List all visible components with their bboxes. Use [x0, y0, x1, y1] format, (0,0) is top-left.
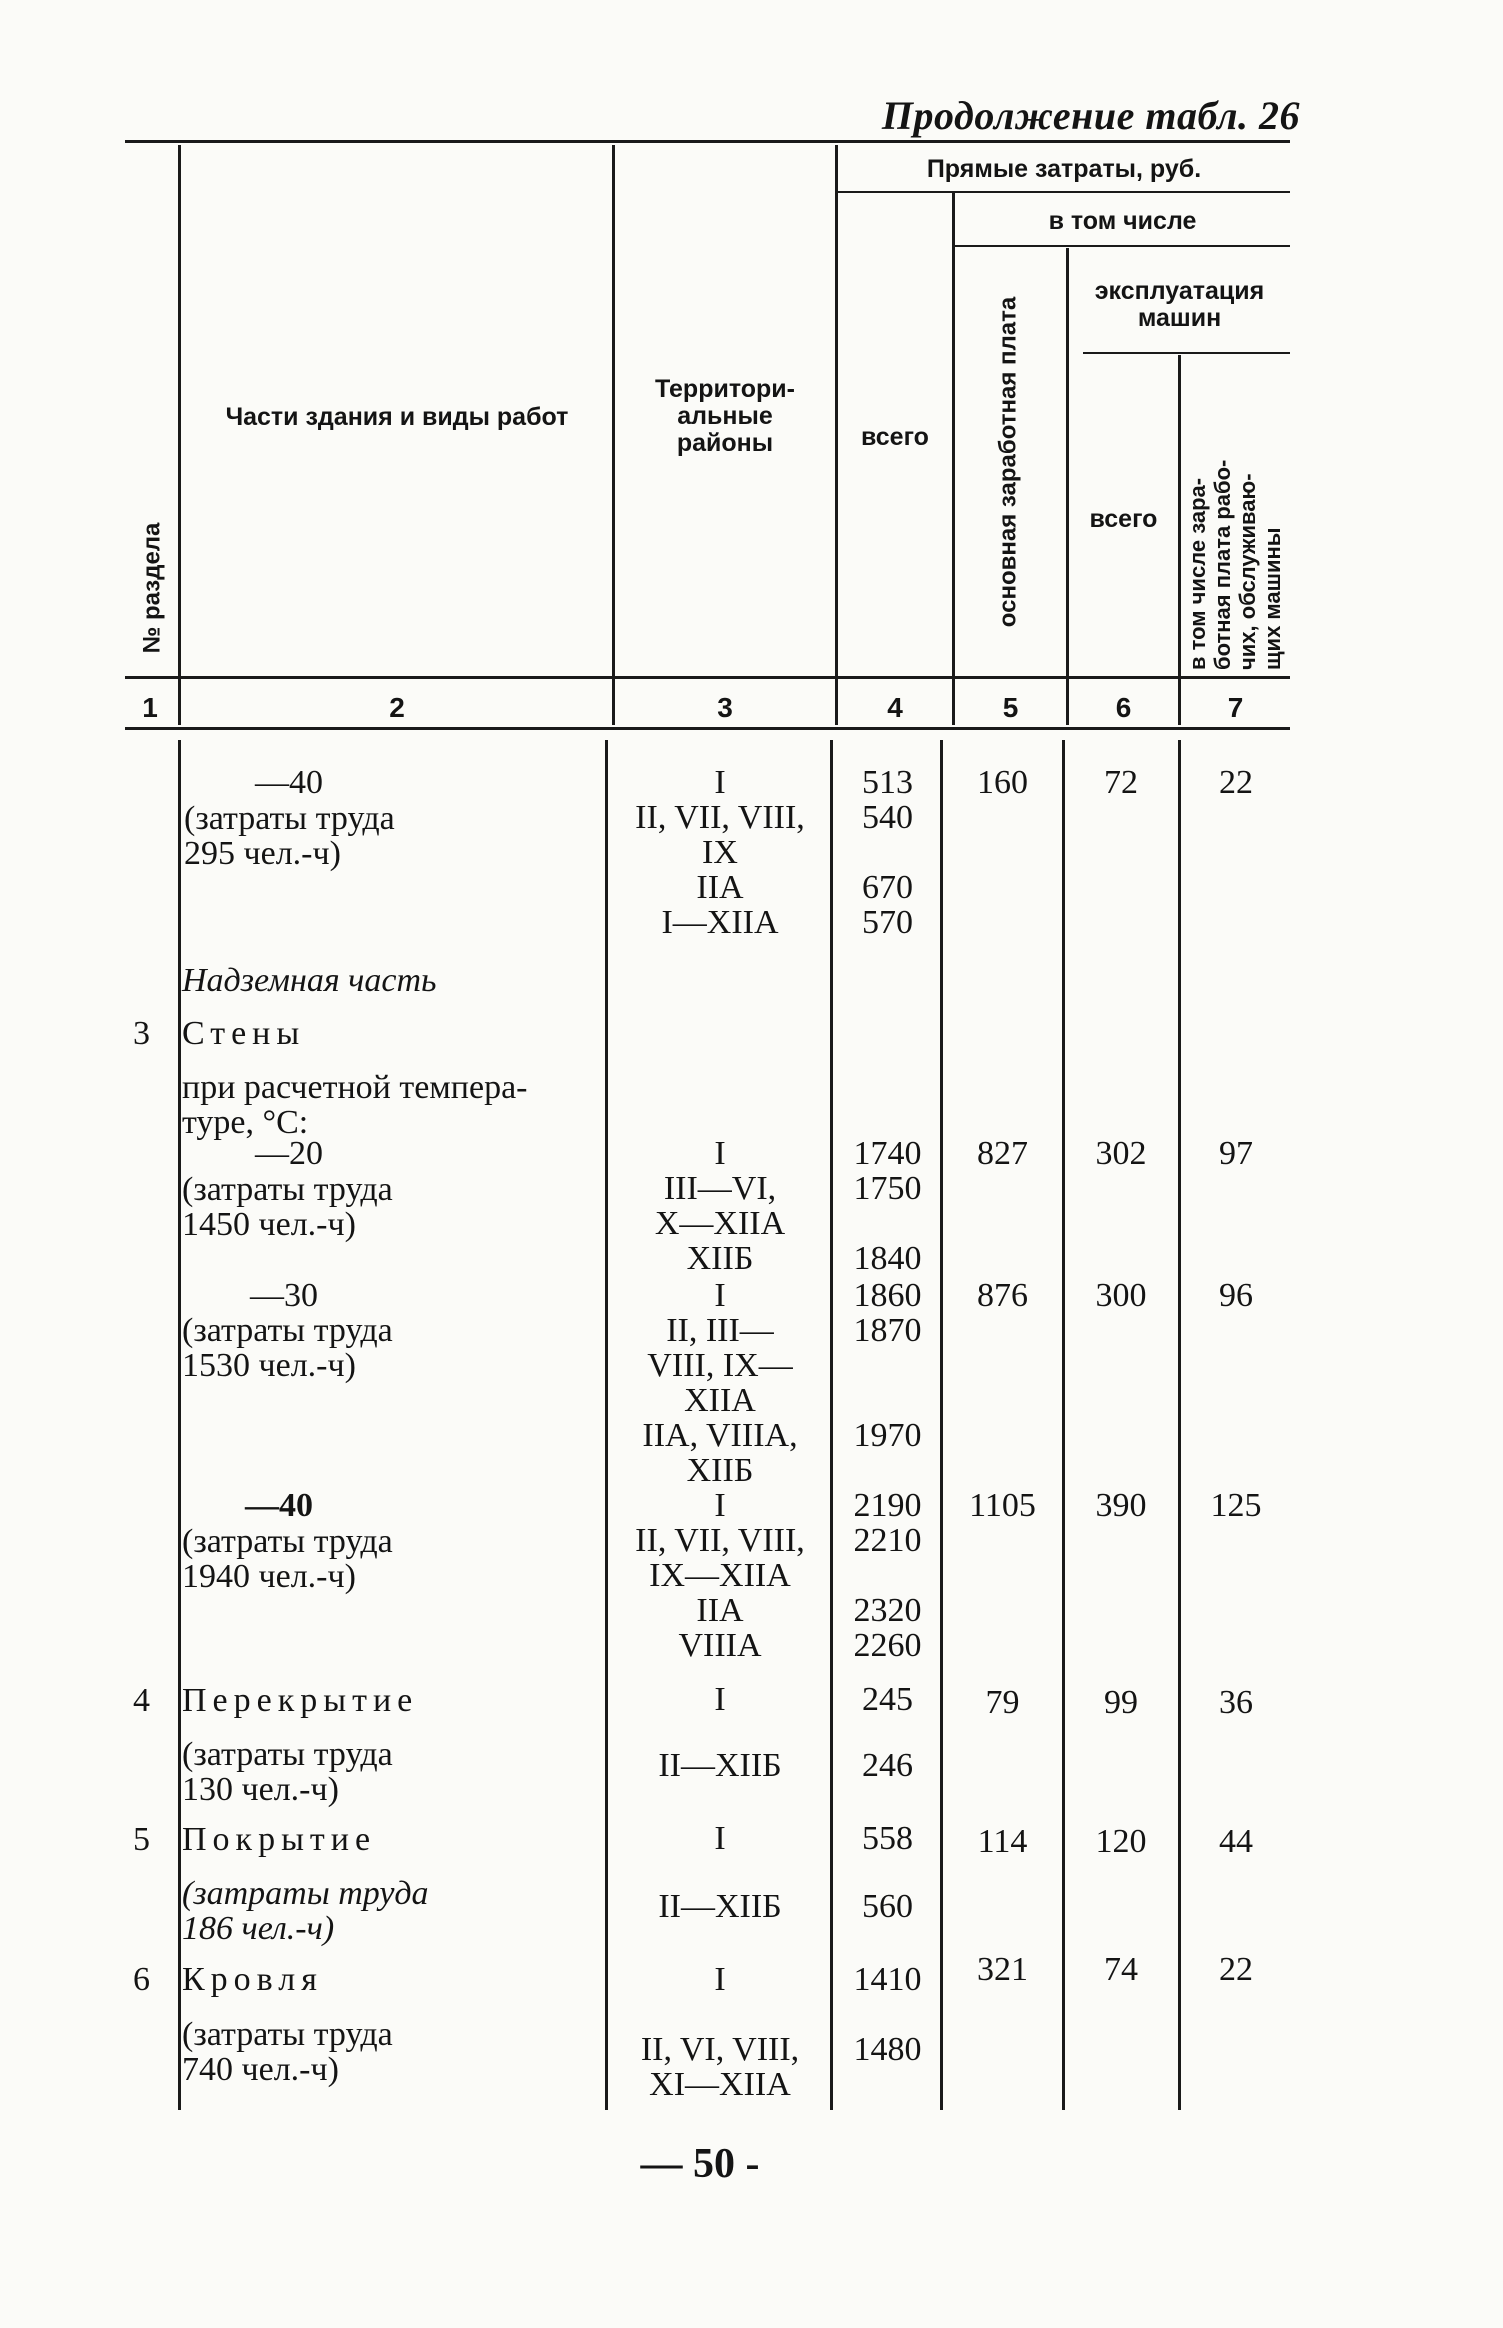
section-4-title: Перекрытие	[182, 1682, 419, 1719]
row4-work: —40	[245, 1487, 313, 1524]
body-vline-4	[940, 740, 943, 2110]
row2-totals: 1740 1750 1840	[853, 1135, 922, 1277]
row2-regions: I III—VI, X—XIIA XIIБ	[654, 1135, 786, 1277]
row2-work: —20	[255, 1135, 323, 1172]
header-direct-costs: Прямые затраты, руб.	[926, 155, 1202, 183]
table-caption: Продолжение табл. 26	[881, 93, 1300, 138]
rule-numbers-bottom	[125, 727, 1290, 730]
section-5-totals: 558 560	[862, 1820, 913, 1925]
section-5-note: (затраты труда 186 чел.-ч)	[182, 1875, 429, 1947]
section-3-intro: при расчетной темпера- туре, °С:	[182, 1069, 528, 1141]
body-vline-3	[830, 740, 833, 2110]
table-top-rule	[125, 140, 1290, 143]
section-4-note: (затраты труда 130 чел.-ч)	[182, 1736, 393, 1808]
page-number: — 50 -	[640, 2141, 760, 2187]
header-machines: эксплуатация машин	[1094, 277, 1265, 332]
section-6-wages: 321	[977, 1951, 1028, 1988]
row2-note: (затраты труда 1450 чел.-ч)	[182, 1171, 393, 1243]
row1-wages: 160	[977, 764, 1028, 801]
section-6-machines: 74	[1104, 1951, 1138, 1988]
row4-machine-wages: 125	[1210, 1487, 1262, 1524]
rule-header-bottom	[125, 676, 1290, 679]
row1-note: (затраты труда 295 чел.-ч)	[184, 800, 395, 872]
col-number-6: 6	[1115, 692, 1132, 723]
row2-machines: 302	[1095, 1135, 1147, 1172]
body-vline-5	[1062, 740, 1065, 2110]
row2-machine-wages: 97	[1219, 1135, 1253, 1172]
vline-1	[178, 145, 181, 725]
section-4-machines: 99	[1104, 1684, 1138, 1721]
body-vline-2	[605, 740, 608, 2110]
rule-including	[955, 245, 1290, 247]
row3-note: (затраты труда 1530 чел.-ч)	[182, 1312, 393, 1384]
section-6-regions: I II, VI, VIII, XI—XIIA	[640, 1961, 800, 2103]
section-6-totals: 1410 1480	[853, 1961, 922, 2068]
section-5-title: Покрытие	[182, 1821, 377, 1858]
header-regions: Территори- альные районы	[655, 375, 795, 457]
row1-work: —40	[255, 764, 323, 801]
col-number-7: 7	[1227, 692, 1244, 723]
row2-wages: 827	[977, 1135, 1028, 1172]
row4-note: (затраты труда 1940 чел.-ч)	[182, 1523, 393, 1595]
col-number-5: 5	[1002, 692, 1019, 723]
section-5-regions: I II—XIIБ	[658, 1820, 782, 1925]
header-machines-wages: в том числе зара- ботная плата рабо- чих, обслуживаю- щих машины	[1185, 459, 1285, 670]
header-wages: основная заработная плата	[994, 296, 1022, 628]
vline-6	[1178, 355, 1181, 725]
row3-work: —30	[250, 1277, 318, 1314]
header-section-no: № раздела	[138, 522, 166, 654]
col-number-3: 3	[717, 692, 733, 723]
section-3-title: Стены	[182, 1015, 306, 1052]
rule-direct-costs	[838, 191, 1290, 193]
row3-totals: 1860 1870 1970	[853, 1277, 922, 1454]
vline-2	[612, 145, 615, 725]
section-4-machine-wages: 36	[1219, 1684, 1253, 1721]
row4-machines: 390	[1095, 1487, 1147, 1524]
row3-regions: I II, III— VIII, IX— XIIA IIA, VIIIA, XIIБ	[642, 1277, 798, 1489]
row1-regions: I II, VII, VIII, IX IIA I—XIIA	[635, 764, 805, 941]
section-3-number: 3	[133, 1015, 150, 1052]
header-including: в том числе	[1048, 207, 1197, 235]
row3-machine-wages: 96	[1219, 1277, 1253, 1314]
header-parts-of-building: Части здания и виды работ	[225, 403, 569, 431]
section-6-machine-wages: 22	[1219, 1951, 1253, 1988]
section-5-number: 5	[133, 1821, 150, 1858]
header-machines-total: всего	[1089, 505, 1158, 533]
rule-machines	[1083, 352, 1290, 354]
section-5-machine-wages: 44	[1219, 1823, 1253, 1860]
col-number-2: 2	[389, 692, 405, 723]
col-number-4: 4	[887, 692, 903, 723]
col-number-1: 1	[142, 692, 158, 723]
row4-regions: I II, VII, VIII, IX—XIIA IIA VIIIA	[635, 1487, 805, 1664]
section-5-wages: 114	[977, 1823, 1028, 1860]
body-vline-1	[178, 740, 181, 2110]
body-vline-6	[1178, 740, 1181, 2110]
section-4-regions: I II—XIIБ	[658, 1681, 782, 1784]
row4-wages: 1105	[969, 1487, 1036, 1524]
section-5-machines: 120	[1095, 1823, 1147, 1860]
row1-machines: 72	[1104, 764, 1138, 801]
vline-4	[952, 193, 955, 725]
row3-machines: 300	[1095, 1277, 1147, 1314]
section-6-note: (затраты труда 740 чел.-ч)	[182, 2016, 393, 2088]
section-4-totals: 245 246	[862, 1681, 913, 1784]
row1-totals: 513 540 670 570	[862, 764, 913, 941]
section-4-number: 4	[133, 1682, 150, 1719]
header-total: всего	[861, 423, 929, 451]
row4-totals: 2190 2210 2320 2260	[853, 1487, 922, 1664]
section-6-number: 6	[133, 1961, 150, 1998]
row1-machine-wages: 22	[1219, 764, 1253, 801]
section-above-ground: Надземная часть	[182, 962, 437, 999]
section-4-wages: 79	[985, 1684, 1020, 1721]
section-6-title: Кровля	[182, 1961, 323, 1998]
row3-wages: 876	[977, 1277, 1028, 1314]
